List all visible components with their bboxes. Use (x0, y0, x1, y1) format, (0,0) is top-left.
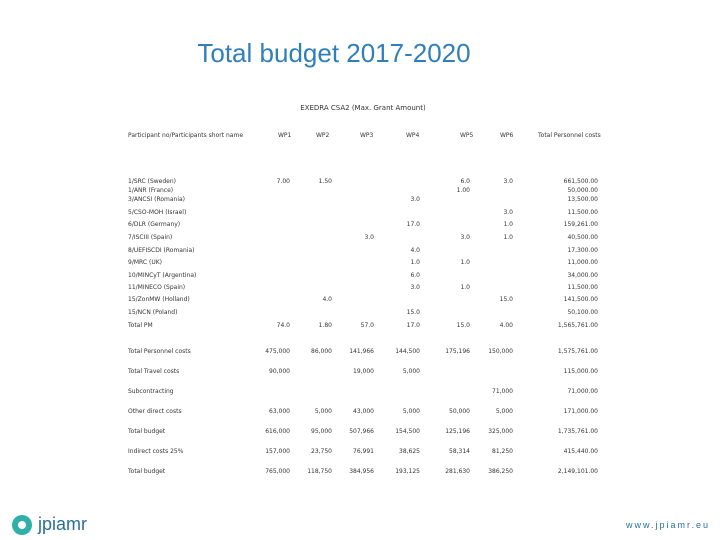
table-cell: 325,000 (488, 428, 513, 435)
table-row (128, 408, 598, 417)
table-cell: 281,630 (445, 468, 470, 475)
table-cell: 7.00 (276, 178, 290, 185)
header-wp5: WP5 (460, 132, 474, 139)
row-label: Indirect costs 25% (128, 448, 184, 455)
table-row (128, 209, 598, 218)
table-cell: 4.0 (410, 247, 420, 254)
table-cell: 71,000.00 (567, 388, 598, 395)
row-label: 15/NCN (Poland) (128, 309, 178, 316)
table-cell: 40,500.00 (567, 234, 598, 241)
table-cell: 193,125 (395, 468, 420, 475)
header-wp2: WP2 (316, 132, 330, 139)
table-cell: 5,000 (402, 408, 420, 415)
table-cell: 11,500.00 (567, 284, 598, 291)
row-label: Total Travel costs (128, 368, 180, 375)
header-wp6: WP6 (500, 132, 514, 139)
table-cell: 765,000 (265, 468, 290, 475)
table-cell: 57.0 (360, 322, 374, 329)
table-cell: 507,966 (349, 428, 374, 435)
table-row (128, 428, 598, 437)
table-cell: 15.0 (456, 322, 470, 329)
table-cell: 2,149,101.00 (557, 468, 598, 475)
table-caption: EXEDRA CSA2 (Max. Grant Amount) (300, 104, 426, 112)
table-cell: 661,500.00 (563, 178, 598, 185)
table-cell: 1.00 (456, 187, 470, 194)
table-cell: 95,000 (311, 428, 332, 435)
jpiamr-logo-icon (12, 515, 32, 535)
table-cell: 17,300.00 (567, 247, 598, 254)
row-label: 15/ZonMW (Holland) (128, 296, 190, 303)
jpiamr-logo (12, 514, 87, 535)
table-cell: 475,000 (265, 348, 290, 355)
table-cell: 4.0 (322, 296, 332, 303)
table-cell: 15.0 (406, 309, 420, 316)
row-label: 8/UEFISCDI (Romania) (128, 247, 195, 254)
table-cell: 5,000 (495, 408, 513, 415)
row-label: 3/ANCSI (Romania) (128, 196, 186, 203)
table-row (128, 284, 598, 293)
table-row (128, 388, 598, 397)
table-cell: 50,000 (449, 408, 470, 415)
table-row (128, 368, 598, 377)
table-cell: 3.0 (410, 196, 420, 203)
table-cell: 384,956 (349, 468, 374, 475)
table-cell: 141,966 (349, 348, 374, 355)
table-cell: 3.0 (364, 234, 374, 241)
table-row (128, 234, 598, 243)
row-label: 1/SRC (Sweden) (128, 178, 177, 185)
table-cell: 1.0 (460, 259, 470, 266)
table-cell: 118,750 (307, 468, 332, 475)
header-total-personnel: Total Personnel costs (538, 132, 601, 139)
budget-table (128, 100, 601, 490)
table-cell: 50,100.00 (567, 309, 598, 316)
row-label: Total budget (128, 468, 166, 475)
table-cell: 15.0 (499, 296, 513, 303)
row-label: 7/ISCIII (Spain) (128, 234, 173, 241)
table-cell: 34,000.00 (567, 272, 598, 279)
table-cell: 1,565,761.00 (557, 322, 598, 329)
table-row (128, 247, 598, 256)
table-cell: 23,750 (311, 448, 332, 455)
table-cell: 3.0 (460, 234, 470, 241)
table-cell: 74.0 (276, 322, 290, 329)
header-wp1: WP1 (278, 132, 292, 139)
row-label: Total PM (128, 322, 153, 329)
table-cell: 63,000 (269, 408, 290, 415)
table-cell: 11,500.00 (567, 209, 598, 216)
table-cell: 157,000 (265, 448, 290, 455)
table-cell: 1,735,761.00 (557, 428, 598, 435)
table-cell: 3.0 (503, 178, 513, 185)
table-cell: 1.0 (410, 259, 420, 266)
row-label: Total budget (128, 428, 166, 435)
table-cell: 1,575,761.00 (557, 348, 598, 355)
table-cell: 6.0 (460, 178, 470, 185)
table-row (128, 178, 598, 187)
table-cell: 5,000 (402, 368, 420, 375)
header-participant: Participant no/Participants short name (128, 132, 244, 139)
row-label: 9/MRC (UK) (128, 259, 162, 266)
table-cell: 150,000 (488, 348, 513, 355)
row-label: Total Personnel costs (128, 348, 191, 355)
table-cell: 90,000 (269, 368, 290, 375)
table-row (128, 468, 598, 477)
table-cell: 17.0 (406, 322, 420, 329)
table-cell: 6.0 (410, 272, 420, 279)
table-cell: 144,500 (395, 348, 420, 355)
logo-text: jpiamr (38, 514, 88, 534)
table-cell: 154,500 (395, 428, 420, 435)
table-cell: 76,991 (353, 448, 374, 455)
table-cell: 81,250 (492, 448, 513, 455)
table-cell: 5,000 (314, 408, 332, 415)
table-cell: 13,500.00 (567, 196, 598, 203)
table-cell: 1.80 (318, 322, 332, 329)
header-wp4: WP4 (406, 132, 420, 139)
table-row (128, 448, 598, 457)
footer-url: www.jpiamr.eu (625, 520, 710, 530)
table-cell: 17.0 (406, 221, 420, 228)
table-row (128, 309, 598, 318)
table-cell: 1.0 (460, 284, 470, 291)
table-cell: 38,625 (399, 448, 420, 455)
table-row (128, 348, 598, 357)
row-label: 5/CSO-MOH (Israel) (128, 209, 187, 216)
table-cell: 1.50 (318, 178, 332, 185)
table-cell: 125,196 (445, 428, 470, 435)
table-row (128, 196, 598, 205)
table-cell: 415,440.00 (563, 448, 598, 455)
row-label: 10/MINCyT (Argentina) (128, 272, 197, 279)
table-row (128, 221, 598, 230)
table-cell: 175,196 (445, 348, 470, 355)
row-label: Subcontracting (128, 388, 174, 395)
table-cell: 1.0 (503, 221, 513, 228)
table-row (128, 187, 598, 196)
row-label: 1/ANR (France) (128, 187, 174, 194)
table-cell: 141,500.00 (563, 296, 598, 303)
row-label: 6/DLR (Germany) (128, 221, 181, 228)
table-cell: 616,000 (265, 428, 290, 435)
table-cell: 386,250 (488, 468, 513, 475)
header-wp3: WP3 (360, 132, 374, 139)
page-title: Total budget 2017-2020 (197, 38, 471, 68)
table-cell: 11,000.00 (567, 259, 598, 266)
table-row (128, 322, 598, 331)
table-cell: 3.0 (410, 284, 420, 291)
row-label: 11/MINECO (Spain) (128, 284, 186, 291)
table-cell: 86,000 (311, 348, 332, 355)
table-cell: 50,000.00 (567, 187, 598, 194)
table-cell: 3.0 (503, 209, 513, 216)
table-row (128, 272, 598, 281)
table-cell: 71,000 (492, 388, 513, 395)
table-cell: 4.00 (499, 322, 513, 329)
table-cell: 1.0 (503, 234, 513, 241)
row-label: Other direct costs (128, 408, 182, 415)
table-cell: 171,000.00 (563, 408, 598, 415)
table-cell: 19,000 (353, 368, 374, 375)
table-row (128, 296, 598, 305)
table-cell: 115,000.00 (563, 368, 598, 375)
table-cell: 159,261.00 (563, 221, 598, 228)
table-header-row (128, 132, 601, 142)
table-row (128, 259, 598, 268)
table-cell: 43,000 (353, 408, 374, 415)
table-cell: 58,314 (449, 448, 470, 455)
